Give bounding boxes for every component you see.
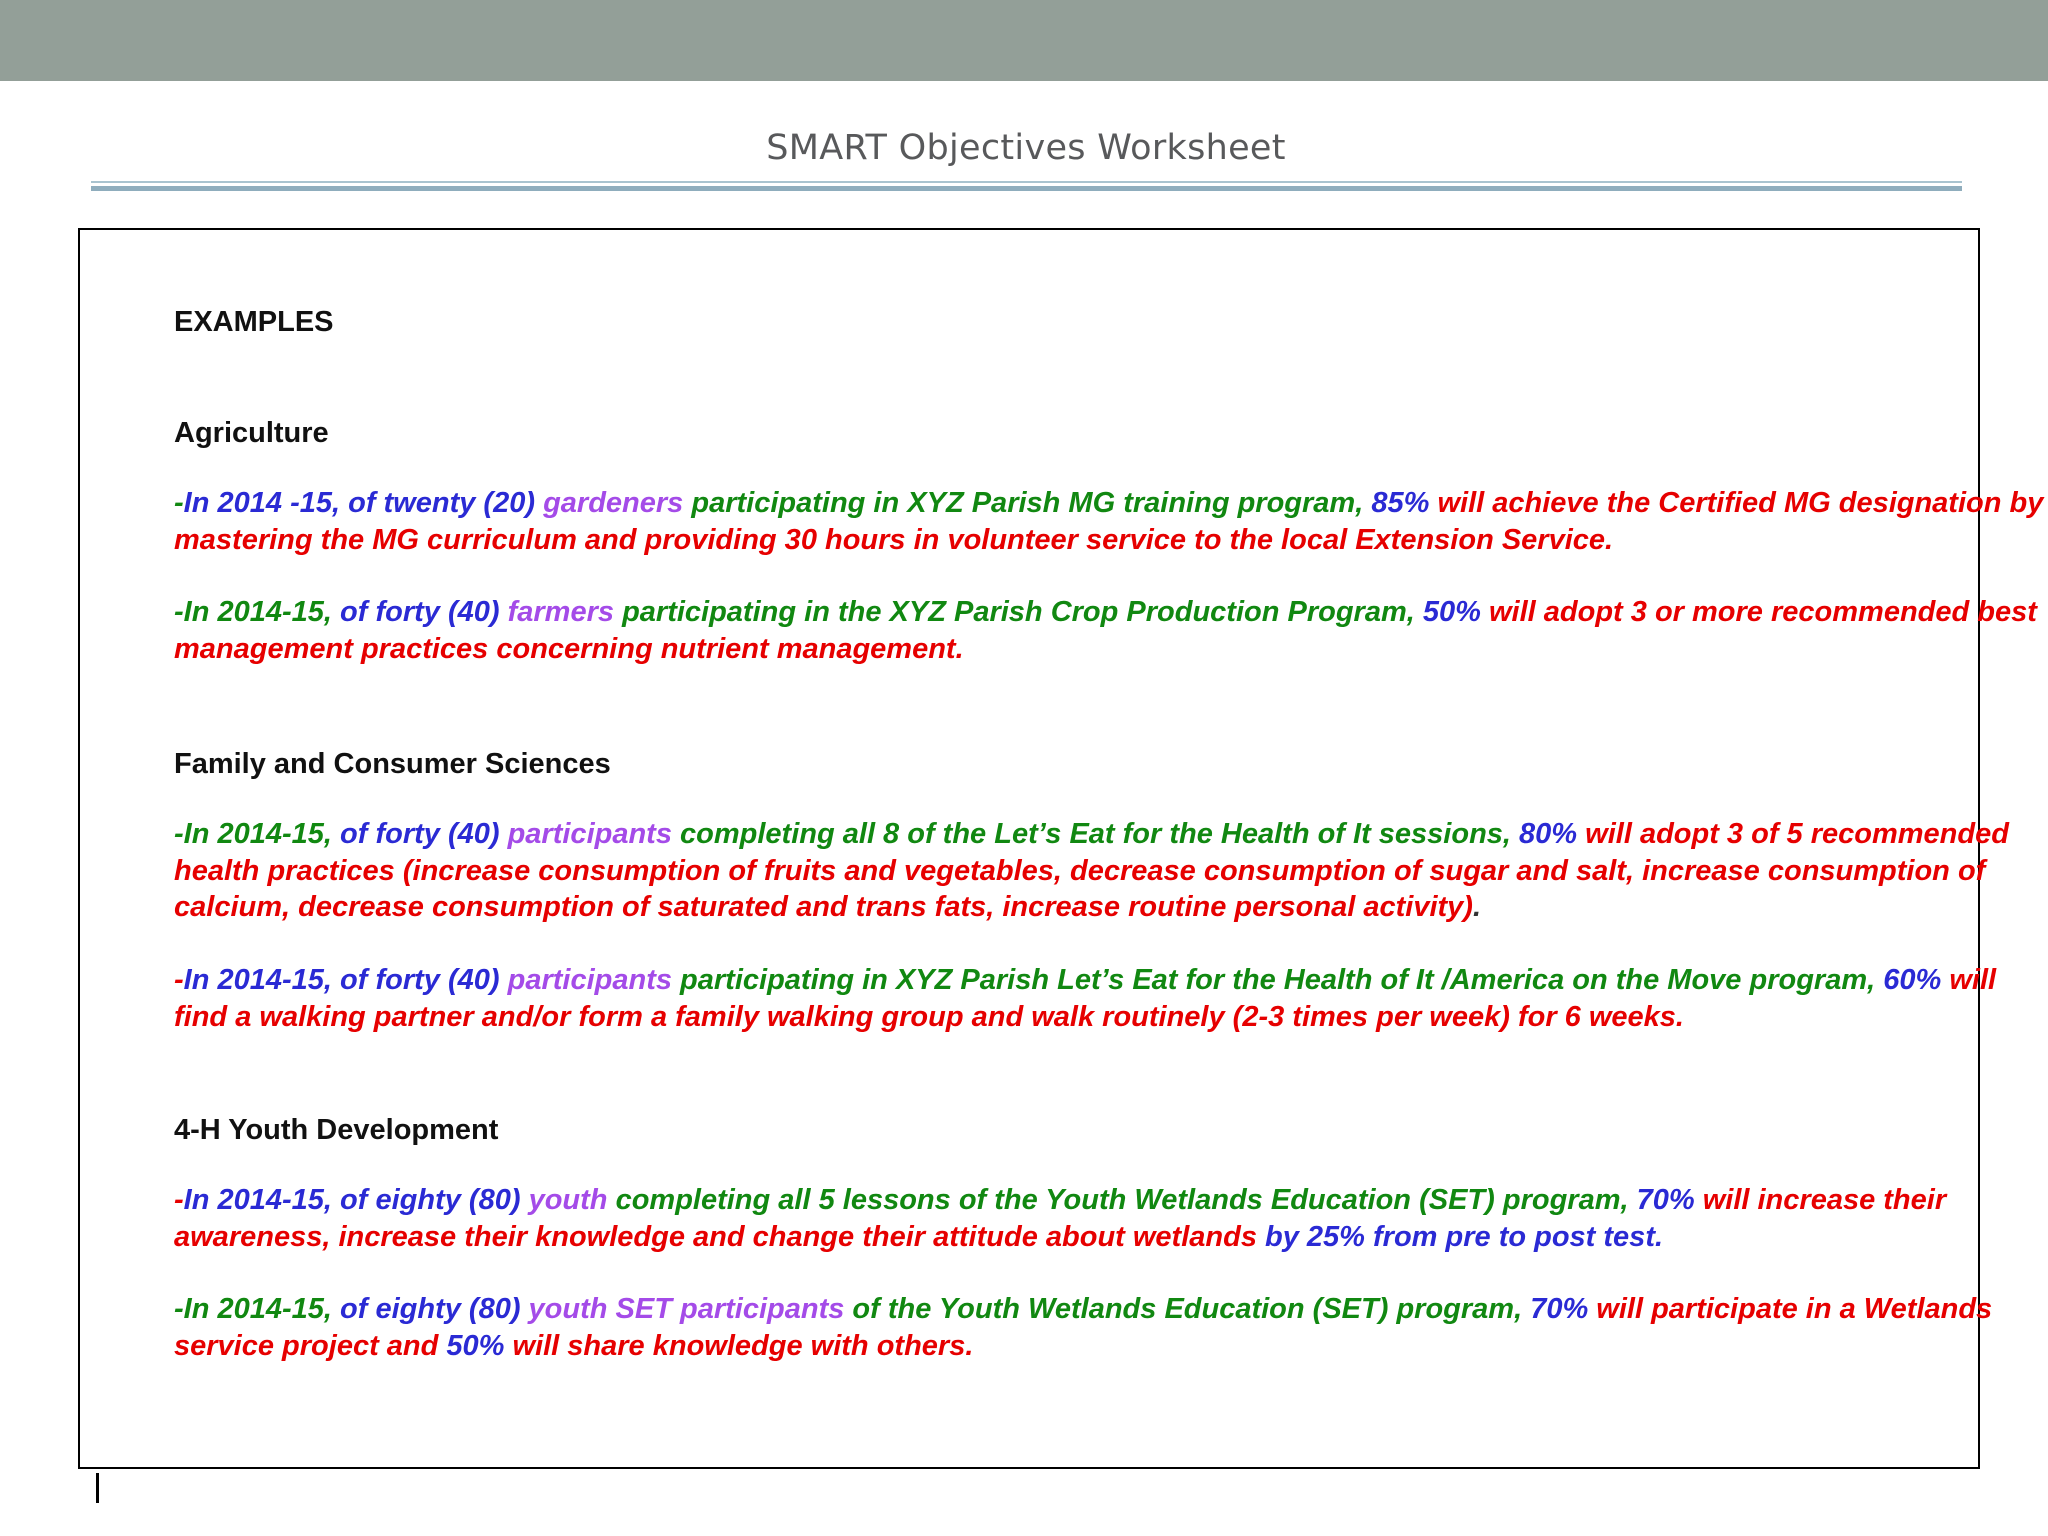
slide-header-bar	[0, 0, 2048, 81]
text-run-red: will adopt 3 of 5 recommended health practices (increase consumption of fruits and vegetables, decrease consumption of sugar and salt, increase consumption of calcium, decrease consumption of saturated and trans fats, increase routine personal activity)	[174, 818, 2009, 923]
text-run-purple: participants	[507, 818, 681, 850]
title-rule-thick	[91, 186, 1962, 191]
text-run-blue: 50%	[446, 1329, 513, 1362]
text-run-red: -	[174, 1184, 184, 1216]
text-run-red: will find a walking partner and/or form a family walking group and walk routinely (2-3 times per week) for 6 weeks.	[174, 964, 1997, 1033]
objective-paragraph	[174, 816, 2044, 926]
text-run-blue: of forty (40)	[340, 596, 508, 628]
text-run-red: will participate in a Wetlands service project and	[174, 1293, 1993, 1362]
text-run-red: -	[174, 964, 184, 996]
section-heading-4h: 4-H Youth Development	[174, 1114, 499, 1146]
text-run-blue: of forty (40)	[340, 818, 508, 850]
text-run-purple: farmers	[507, 596, 623, 628]
section-heading-agriculture: Agriculture	[174, 417, 329, 449]
text-run-blue: 50%	[1422, 596, 1489, 628]
text-run-green: of the Youth Wetlands Education (SET) program,	[852, 1293, 1531, 1325]
text-run-red: will share knowledge with others.	[512, 1329, 974, 1362]
text-run-purple: youth	[528, 1184, 616, 1216]
text-run-green: completing all 8 of the Let’s Eat for the Health of It sessions,	[680, 818, 1520, 850]
text-run-purple: youth SET participants	[528, 1293, 853, 1325]
objective-paragraph	[174, 594, 2044, 667]
text-run-blue: 85%	[1371, 487, 1438, 519]
text-run-green: completing all 5 lessons of the Youth Wetlands Education (SET) program,	[615, 1184, 1637, 1216]
text-run-green: participating in XYZ Parish MG training program,	[691, 487, 1372, 519]
objective-paragraph	[174, 1291, 2044, 1364]
text-run-blue: 70%	[1636, 1184, 1703, 1216]
text-run-blue: In 2014-15, of eighty (80)	[183, 1184, 529, 1216]
text-run-blue: 70%	[1530, 1293, 1597, 1325]
examples-document-box	[78, 228, 2044, 1469]
section-heading-fcs: Family and Consumer Sciences	[174, 748, 611, 780]
examples-heading: EXAMPLES	[174, 306, 334, 338]
text-run-green: -In 2014-15,	[174, 1293, 341, 1325]
text-run-green: -In 2014-15,	[174, 818, 341, 850]
text-run-green: participating in the XYZ Parish Crop Production Program,	[622, 596, 1423, 628]
slide-title: SMART Objectives Worksheet	[766, 128, 1286, 168]
text-run-red: will increase their awareness, increase their knowledge and change their attitude about wetlands	[174, 1184, 1947, 1253]
objective-paragraph	[174, 962, 2044, 1035]
text-run-purple: gardeners	[543, 487, 692, 519]
text-run-green: -	[174, 487, 184, 519]
text-run-blue: 80%	[1519, 818, 1586, 850]
text-run-black: .	[1472, 891, 1482, 923]
text-run-blue: 60%	[1883, 964, 1950, 996]
text-run-green: participating in XYZ Parish Let’s Eat for the Health of It /America on the Move program,	[680, 964, 1884, 996]
objective-paragraph	[174, 1182, 2044, 1255]
text-run-red: will achieve the Certified MG designation by mastering the MG curriculum and providing 30 hours in volunteer service to the local Extension Service.	[174, 487, 2044, 556]
title-rule-thin	[91, 181, 1962, 183]
text-run-blue: of eighty (80)	[340, 1293, 529, 1325]
text-run-blue: by 25% from pre to post test.	[1265, 1220, 1664, 1253]
text-run-green: -In 2014-15,	[174, 596, 341, 628]
text-cursor	[96, 1473, 99, 1503]
text-run-blue: In 2014-15, of forty (40)	[183, 964, 508, 996]
text-run-blue: In 2014 -15, of twenty (20)	[183, 487, 544, 519]
text-run-red: will adopt 3 or more recommended best management practices concerning nutrient management.	[174, 596, 2037, 665]
text-run-purple: participants	[507, 964, 681, 996]
objective-paragraph	[174, 485, 2044, 558]
